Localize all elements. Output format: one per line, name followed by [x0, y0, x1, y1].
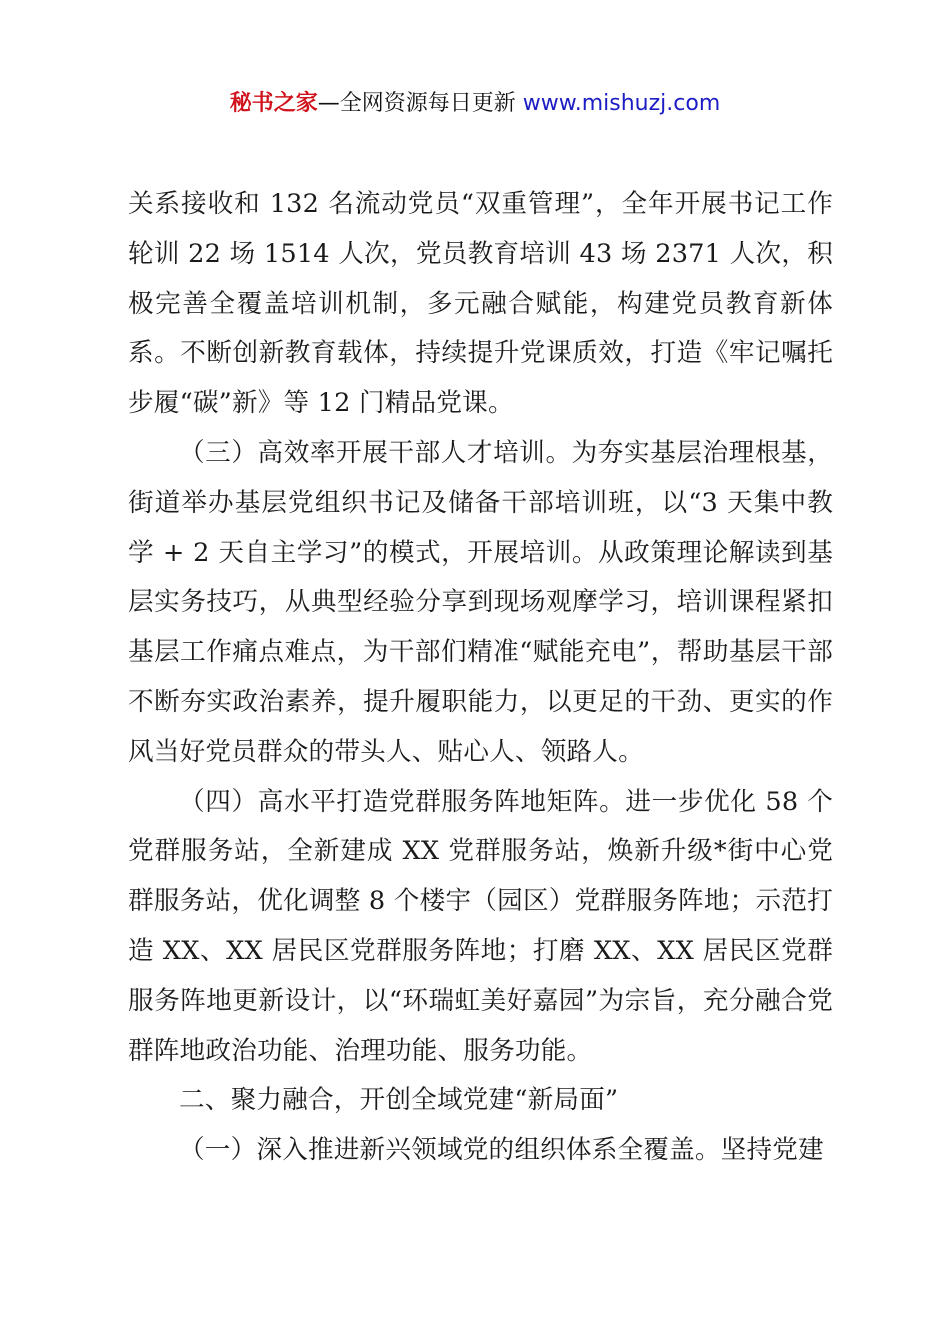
- section-heading: 二、聚力融合，开创全域党建“新局面”: [179, 1085, 619, 1116]
- site-url-link[interactable]: www.mishuzj.com: [522, 91, 721, 116]
- paragraph-service-stations: （四）高水平打造党群服务阵地矩阵。进一步优化 58 个党群服务站，全新建成 XX 党群服务站，焕新升级*街中心党群服务站，优化调整 8 个楼宇（园区）党群服务阵地；示范打造 XX、XX 居民区党群服务阵地；打磨 XX、XX 居民区党群服务阵地更新设计，以“环瑞虹美好嘉园”为宗旨，充分融合党群阵地政治功能、治理功能、服务功能。: [128, 786, 833, 1066]
- document-body: [128, 180, 833, 1176]
- paragraph-continuation: 关系接收和 132 名流动党员“双重管理”，全年开展书记工作轮训 22 场 1514 人次，党员教育培训 43 场 2371 人次，积极完善全覆盖培训机制，多元融合赋能，构建党员教育新体系。不断创新教育载体，持续提升党课质效，打造《牢记嘱托步履“碳”新》等 12 门精品党课。: [128, 189, 833, 419]
- header-tagline: —全网资源每日更新: [317, 91, 523, 116]
- page-header: [0, 86, 950, 122]
- paragraph-cadre-training: （三）高效率开展干部人才培训。为夯实基层治理根基，街道举办基层党组织书记及储备干部培训班，以“3 天集中教学 + 2 天自主学习”的模式，开展培训。从政策理论解读到基层实务技巧，从典型经验分享到现场观摩学习，培训课程紧扣基层工作痛点难点，为干部们精准“赋能充电”，帮助基层干部不断夯实政治素养，提升履职能力，以更足的干劲、更实的作风当好党员群众的带头人、贴心人、领路人。: [128, 437, 833, 767]
- brand-name: 秘书之家: [229, 91, 318, 116]
- paragraph-new-fields: （一）深入推进新兴领域党的组织体系全覆盖。坚持党建: [179, 1135, 824, 1166]
